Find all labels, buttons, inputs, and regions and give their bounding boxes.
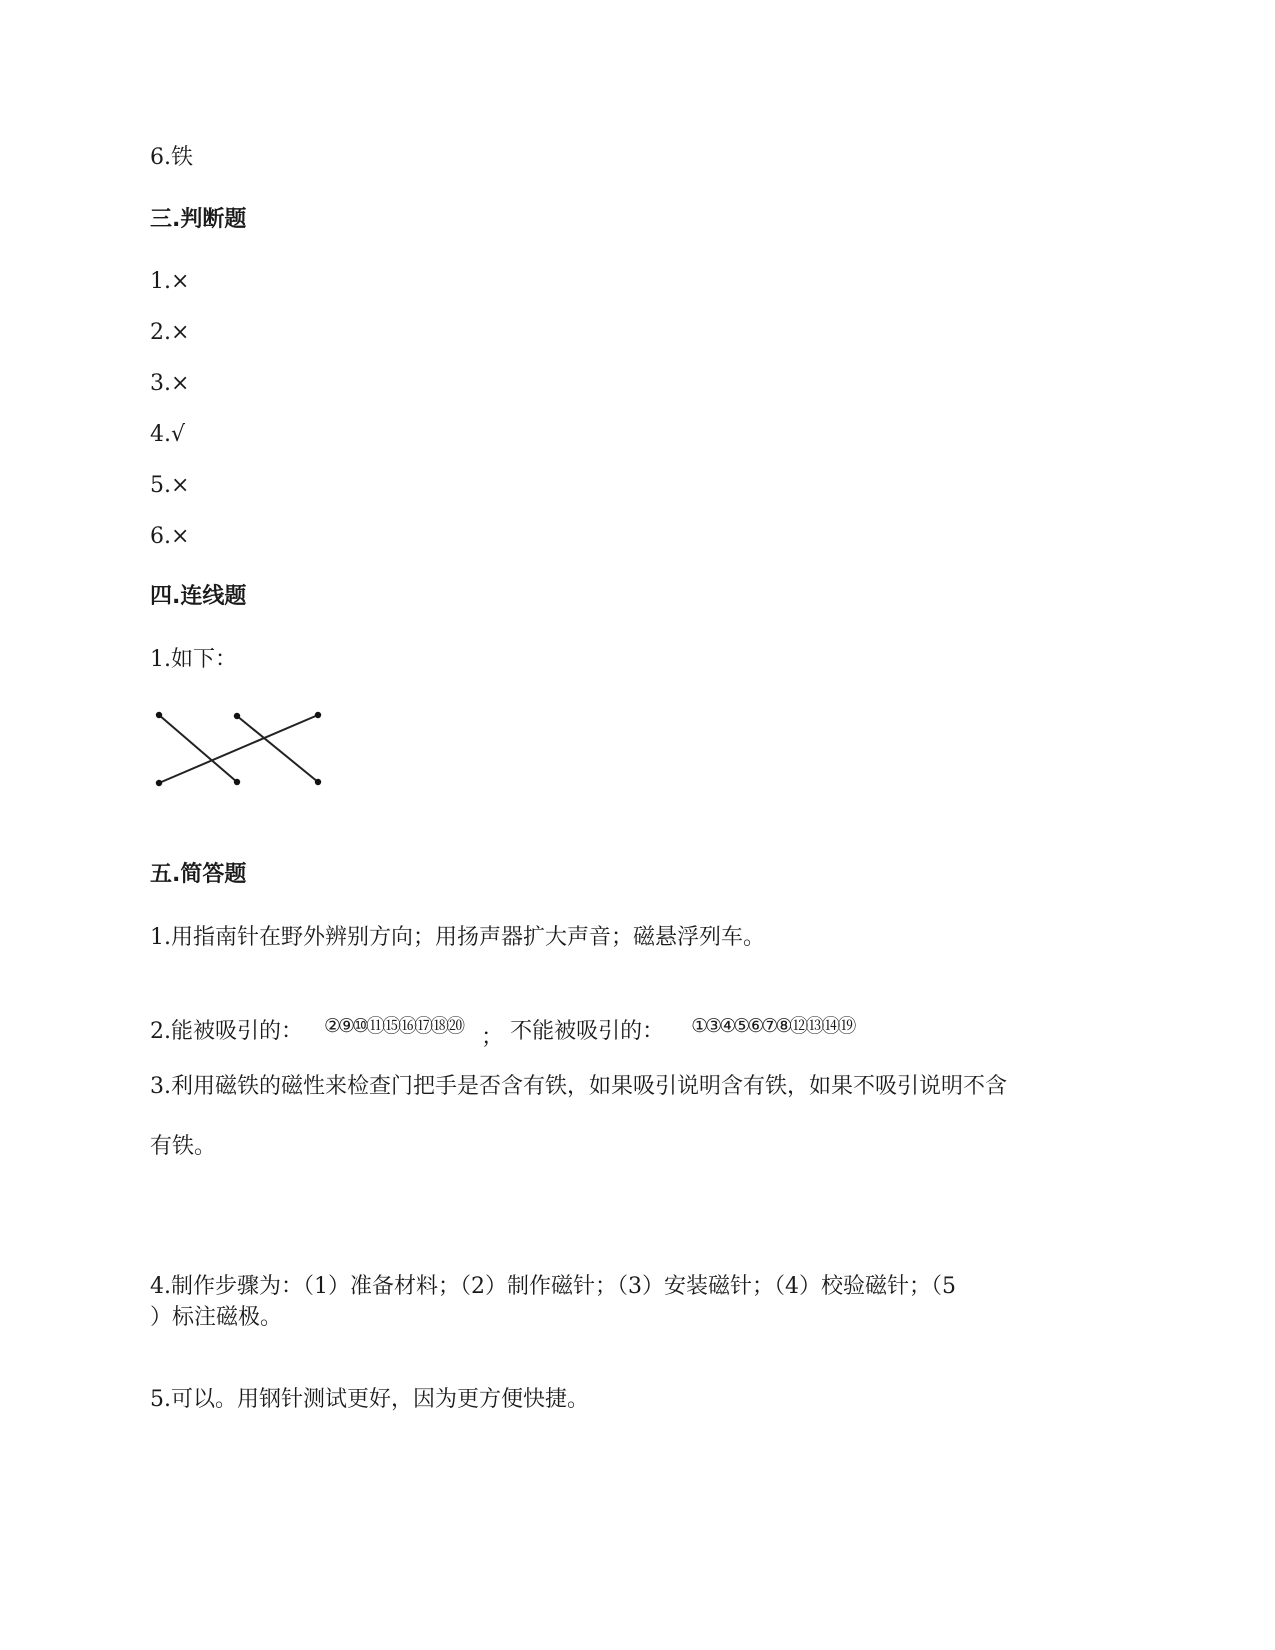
attracted-label: 2.能被吸引的： [150,1019,303,1044]
endpoint-dot [315,712,321,718]
section-heading-short-answer: 五.简答题 [150,862,247,887]
connecting-line-1 [159,715,237,782]
endpoint-dot [315,779,321,785]
connecting-line-2 [237,716,318,782]
endpoint-dot [234,713,240,719]
judgment-answer-3: 3.× [150,371,190,396]
not-attracted-items: ①③④⑤⑥⑦⑧⑫⑬⑭⑲ [691,1015,854,1037]
judgment-answer-6: 6.× [150,524,190,549]
endpoint-dot [156,780,162,786]
short-answer-3-line-1: 3.利用磁铁的磁性来检查门把手是否含有铁，如果吸引说明含有铁，如果不吸引说明不含 [150,1074,1007,1099]
judgment-answer-5: 5.× [150,473,190,498]
attracted-items: ②⑨⑩⑪⑮⑯⑰⑱⑳ [324,1015,463,1037]
endpoint-dot [156,712,162,718]
matching-lines-diagram [150,705,340,795]
section-heading-matching: 四.连线题 [150,584,247,609]
endpoint-dot [234,779,240,785]
short-answer-4-line-2: ）标注磁极。 [150,1305,283,1330]
not-attracted-label: 不能被吸引的： [510,1019,665,1044]
judgment-answer-2: 2.× [150,320,190,345]
short-answer-1: 1.用指南针在野外辨别方向；用扬声器扩大声音；磁悬浮列车。 [150,925,765,950]
short-answer-4-line-1: 4.制作步骤为：（1）准备材料；（2）制作磁针；（3）安装磁针；（4）校验磁针；（5 [150,1274,956,1299]
connecting-line-3 [159,715,318,783]
section-heading-judgment: 三.判断题 [150,207,247,232]
matching-answer-1: 1.如下： [150,647,237,672]
judgment-answer-1: 1.× [150,269,190,294]
judgment-answer-4: 4.√ [150,422,186,447]
short-answer-5: 5.可以。用钢针测试更好，因为更方便快捷。 [150,1387,589,1412]
short-answer-3-line-2: 有铁。 [150,1134,217,1159]
short-answer-2 [150,1015,854,1050]
separator: ； [481,1025,504,1050]
fill-in-answer-6: 6.铁 [150,145,193,170]
